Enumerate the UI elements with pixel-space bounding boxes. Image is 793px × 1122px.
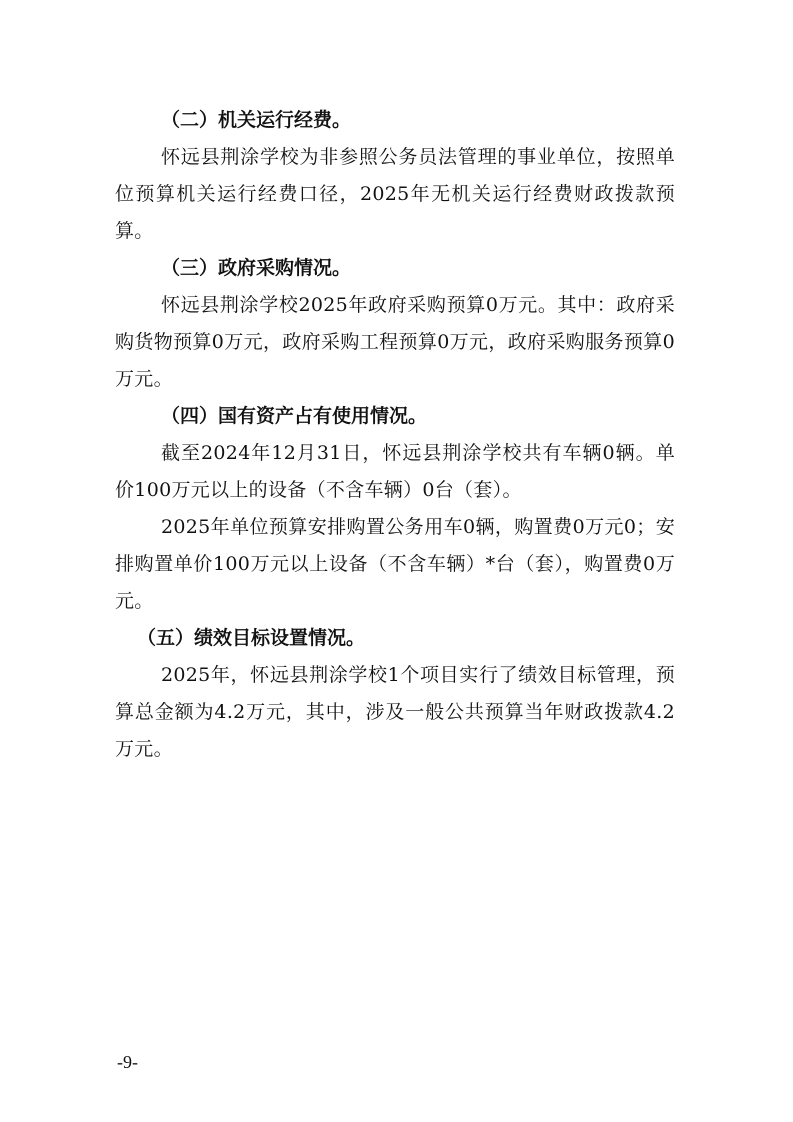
paragraph-state-assets-vehicles: 截至2024年12月31日，怀远县荆涂学校共有车辆0辆。单价100万元以上的设备（不含车辆）0台（套）。 <box>115 442 675 501</box>
paragraph-state-assets-purchase: 2025年单位预算安排购置公务用车0辆，购置费0万元0；安排购置单价100万元以上设备（不含车辆）*台（套），购置费0万元。 <box>115 516 675 612</box>
paragraph-performance-targets: 2025年，怀远县荆涂学校1个项目实行了绩效目标管理，预算总金额为4.2万元，其中，涉及一般公共预算当年财政拨款4.2万元。 <box>115 664 675 760</box>
section-heading-performance-targets: （五）绩效目标设置情况。 <box>137 627 366 649</box>
page-number: -9- <box>117 1052 138 1072</box>
page-body <box>115 102 675 768</box>
section-heading-government-procurement: （三）政府采购情况。 <box>161 257 352 279</box>
section-heading-state-assets: （四）国有资产占有使用情况。 <box>161 405 428 427</box>
paragraph-office-expenses: 怀远县荆涂学校为非参照公务员法管理的事业单位，按照单位预算机关运行经费口径，2025年无机关运行经费财政拨款预算。 <box>115 146 675 242</box>
section-heading-office-expenses: （二）机关运行经费。 <box>161 109 352 131</box>
paragraph-government-procurement: 怀远县荆涂学校2025年政府采购预算0万元。其中：政府采购货物预算0万元，政府采购工程预算0万元，政府采购服务预算0万元。 <box>115 294 675 390</box>
